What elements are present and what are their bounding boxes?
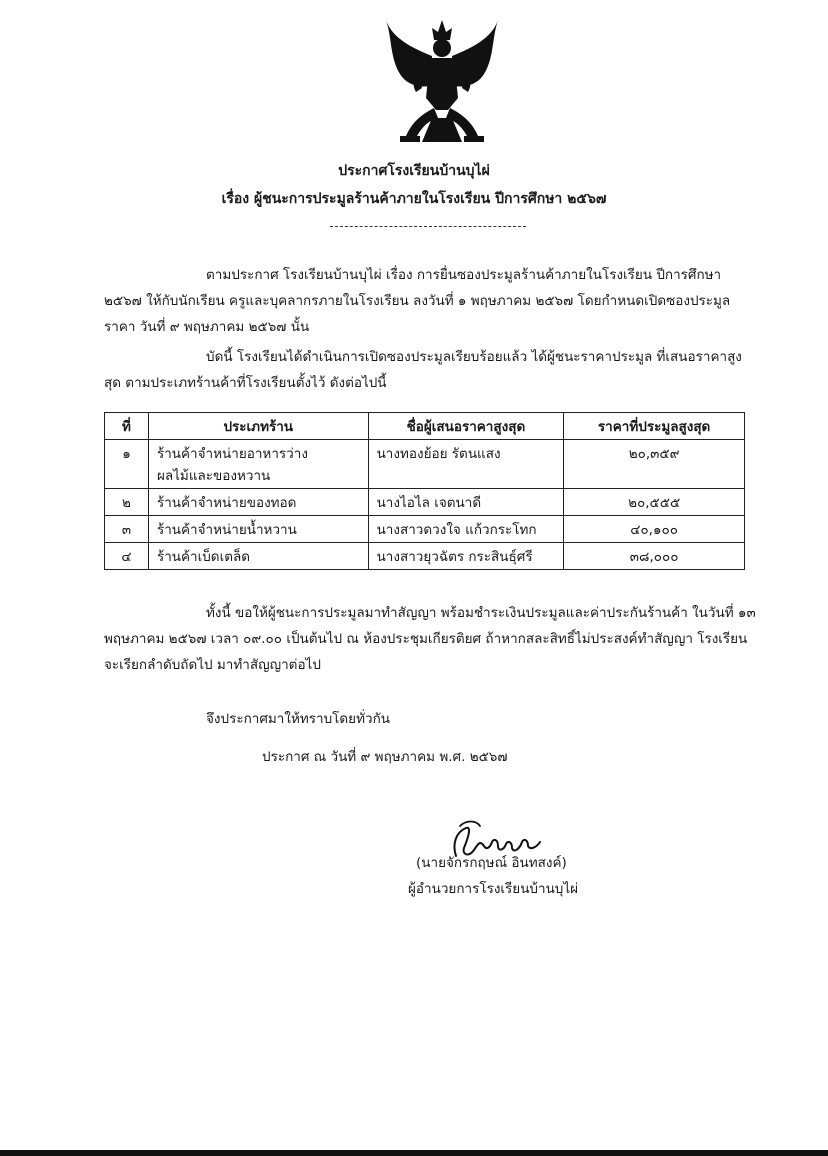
row-bidder-name: นางไอไล เจตนาดี	[368, 489, 564, 516]
row-bid-price: ๒๐,๓๕๙	[564, 440, 745, 489]
row-no: ๒	[105, 489, 149, 516]
row-no: ๔	[105, 543, 149, 570]
para1-line3: ราคา วันที่ ๙ พฤษภาคม ๒๕๖๗ นั้น	[104, 319, 310, 335]
table-row	[105, 543, 745, 570]
table-row	[105, 440, 745, 489]
bottom-edge-bar	[0, 1150, 828, 1156]
signatory-position: ผู้อำนวยการโรงเรียนบ้านบุไผ่	[408, 881, 579, 897]
para3-line2: พฤษภาคม ๒๕๖๗ เวลา ๐๙.๐๐ เป็นต้นไป ณ ห้องประชุมเกียรติยศ ถ้าหากสละสิทธิ์ไม่ประสงค์ทำสัญญา โรงเรียน	[104, 631, 748, 647]
para3-line3: จะเรียกลำดับถัดไป มาทำสัญญาต่อไป	[104, 657, 321, 673]
row-no: ๓	[105, 516, 149, 543]
header-bid-price: ราคาที่ประมูลสูงสุด	[564, 413, 745, 440]
announcement-date: ประกาศ ณ วันที่ ๙ พฤษภาคม พ.ศ. ๒๕๖๗	[262, 749, 508, 765]
row-bid-price: ๔๐,๑๐๐	[564, 516, 745, 543]
header-bidder-name: ชื่อผู้เสนอราคาสูงสุด	[368, 413, 564, 440]
header-shop-type: ประเภทร้าน	[148, 413, 368, 440]
garuda-emblem-icon	[382, 18, 502, 148]
table-row	[105, 489, 745, 516]
row-shop-type-line2: ผลไม้และของหวาน	[156, 468, 271, 484]
para3-line1: ทั้งนี้ ขอให้ผู้ชนะการประมูลมาทำสัญญา พร้อมชำระเงินประมูลและค่าประกันร้านค้า ในวันที่ ๑๓	[206, 605, 756, 621]
header-no: ที่	[105, 413, 149, 440]
row-bidder-name: นางสาวดวงใจ แก้วกระโทก	[368, 516, 564, 543]
row-shop-type-line1: ร้านค้าจำหน่ายอาหารว่าง	[156, 446, 308, 462]
signatory-name: (นายจักรกฤษณ์ อินทสงค์)	[416, 855, 567, 871]
winners-table	[104, 412, 745, 570]
row-bid-price: ๓๘,๐๐๐	[564, 543, 745, 570]
row-shop-type: ร้านค้าจำหน่ายน้ำหวาน	[148, 516, 368, 543]
row-no: ๑	[105, 440, 149, 489]
row-bidder-name: นางทองย้อย รัตนแสง	[368, 440, 564, 489]
table-header-row	[105, 413, 745, 440]
title-divider	[330, 226, 526, 227]
row-bidder-name: นางสาวยุวฉัตร กระสินธุ์ศรี	[368, 543, 564, 570]
row-bid-price: ๒๐,๕๕๕	[564, 489, 745, 516]
table-row	[105, 516, 745, 543]
para1-line1: ตามประกาศ โรงเรียนบ้านบุไผ่ เรื่อง การยื่นซองประมูลร้านค้าภายในโรงเรียน ปีการศึกษา	[206, 267, 722, 283]
row-shop-type	[148, 440, 368, 489]
closing-statement: จึงประกาศมาให้ทราบโดยทั่วกัน	[206, 711, 390, 727]
para2-line2: สุด ตามประเภทร้านค้าที่โรงเรียนตั้งไว้ ดังต่อไปนี้	[104, 375, 387, 391]
row-shop-type: ร้านค้าเบ็ดเตล็ด	[148, 543, 368, 570]
announcement-title: ประกาศโรงเรียนบ้านบุไผ่	[338, 163, 490, 179]
announcement-subject: เรื่อง ผู้ชนะการประมูลร้านค้าภายในโรงเรียน ปีการศึกษา ๒๕๖๗	[221, 191, 607, 207]
para1-line2: ๒๕๖๗ ให้กับนักเรียน ครูและบุคลากรภายในโรงเรียน ลงวันที่ ๑ พฤษภาคม ๒๕๖๗ โดยกำหนดเปิดซองประมูล	[104, 293, 731, 309]
para2-line1: บัดนี้ โรงเรียนได้ดำเนินการเปิดซองประมูลเรียบร้อยแล้ว ได้ผู้ชนะราคาประมูล ที่เสนอราคาสูง	[206, 349, 742, 365]
row-shop-type: ร้านค้าจำหน่ายของทอด	[148, 489, 368, 516]
